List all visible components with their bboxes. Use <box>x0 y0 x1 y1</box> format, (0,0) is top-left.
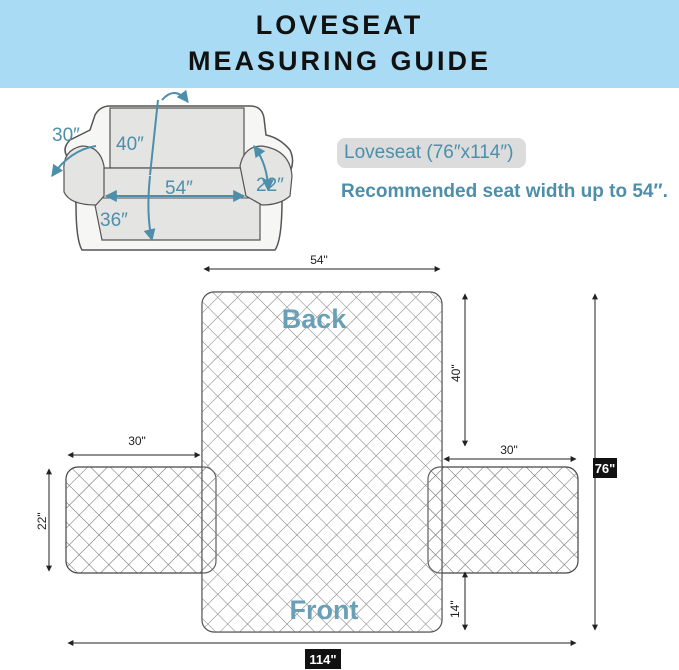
recommendation-text: Recommended seat width up to 54″. <box>341 181 668 202</box>
right-arm-flap <box>428 467 578 573</box>
size-label: Loveseat (76″x114″) <box>344 142 514 163</box>
sofa-seat-width-label: 54″ <box>165 178 193 199</box>
front-label: Front <box>289 595 359 625</box>
total-width-label: 114" <box>309 652 337 667</box>
back-top-arrow <box>162 93 188 102</box>
sofa-seat-depth-label: 36″ <box>100 210 128 231</box>
right-arm-length-label: 30" <box>500 443 518 457</box>
total-length-label: 76" <box>594 461 616 476</box>
left-arm-flap <box>66 467 216 573</box>
sofa-arm-length-label: 30″ <box>52 125 80 146</box>
arm-width-label: 22" <box>35 512 49 530</box>
title-line-1: LOVESEAT <box>255 10 424 40</box>
back-length-label: 40" <box>449 364 463 382</box>
left-arm-length-label: 30" <box>128 434 146 448</box>
front-flap-label: 14" <box>448 600 462 618</box>
top-width-label: 54" <box>310 253 328 267</box>
cover-diagram <box>35 253 617 669</box>
title-line-2: MEASURING GUIDE <box>187 46 492 76</box>
back-label: Back <box>281 304 347 334</box>
loveseat-illustration <box>52 93 293 250</box>
sofa-back-height-label: 40″ <box>116 134 144 155</box>
sofa-arm-width-label: 22″ <box>256 175 284 196</box>
left-arm-cover <box>64 146 104 205</box>
